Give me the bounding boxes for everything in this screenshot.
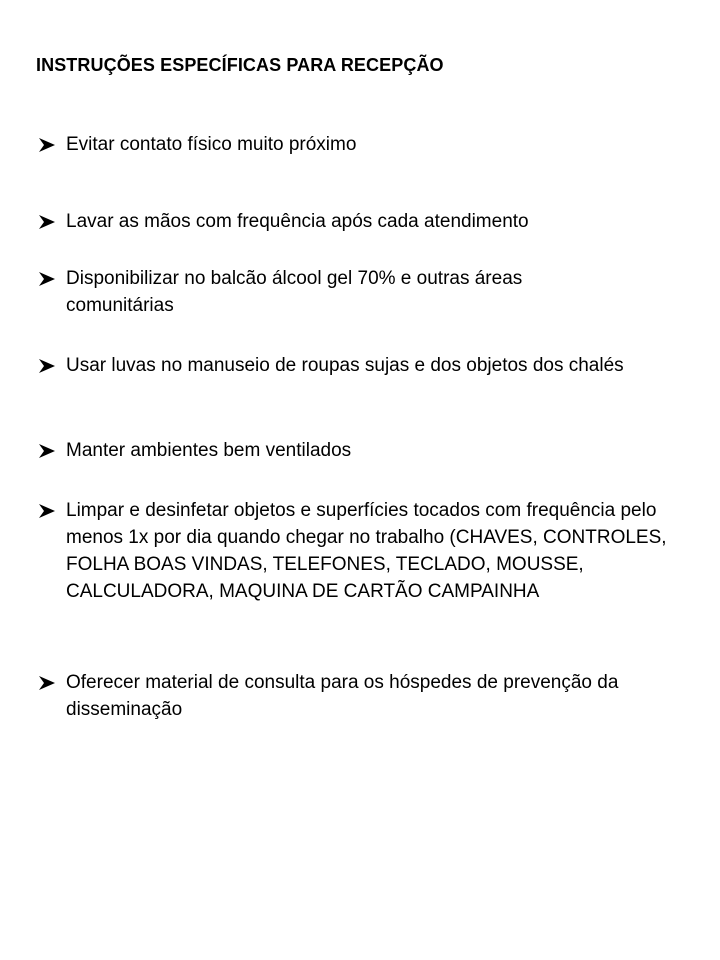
arrowhead-bullet-icon [38, 675, 56, 691]
arrowhead-bullet-icon [38, 443, 56, 459]
list-item [38, 437, 688, 464]
list-item [38, 497, 688, 605]
list-item-text: Usar luvas no manuseio de roupas sujas e dos objetos dos chalés [66, 355, 624, 376]
list-item-text: Lavar as mãos com frequência após cada atendimento [66, 211, 529, 232]
list-item [38, 669, 688, 723]
list-item-text: Oferecer material de consulta para os hóspedes de prevenção da disseminação [66, 672, 619, 720]
arrowhead-bullet-icon [38, 358, 56, 374]
arrowhead-bullet-icon [38, 503, 56, 519]
list-item [38, 265, 688, 319]
list-item [38, 352, 688, 379]
list-item [38, 131, 688, 158]
arrowhead-bullet-icon [38, 271, 56, 287]
page-title: INSTRUÇÕES ESPECÍFICAS PARA RECEPÇÃO [36, 55, 444, 75]
arrowhead-bullet-icon [38, 214, 56, 230]
arrowhead-bullet-icon [38, 137, 56, 153]
list-item-text: Limpar e desinfetar objetos e superfícies tocados com frequência pelo menos 1x por dia quando chegar no trabalho (CHAVES, CONTROLES, FOLHA BOAS VINDAS, TELEFONES, TECLADO, MOUSSE, CALCULADORA, MAQUINA DE CARTÃO CAMPAINHA [66, 500, 667, 602]
list-item-text: Evitar contato físico muito próximo [66, 134, 357, 155]
list-item-text: Manter ambientes bem ventilados [66, 440, 352, 461]
list-item-text: Disponibilizar no balcão álcool gel 70% e outras áreas comunitárias [66, 268, 523, 316]
list-item [38, 208, 688, 235]
